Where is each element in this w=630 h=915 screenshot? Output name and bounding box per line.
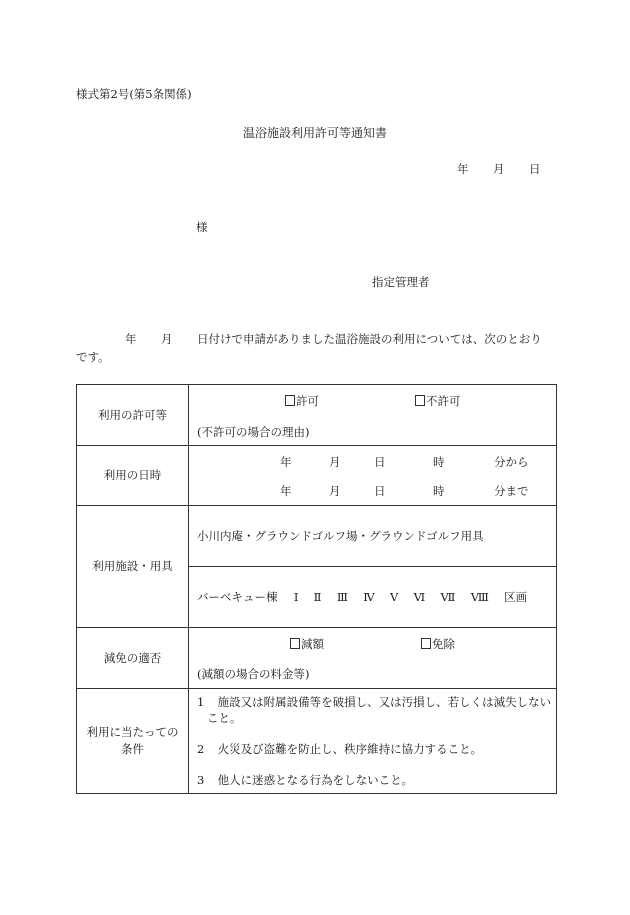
condition-item-1 [197,694,551,710]
bbq-line [197,589,527,605]
bbq-section[interactable]: Ⅶ [440,590,456,604]
table-row-reduction [77,628,557,689]
end-day: 日 [374,484,386,498]
start-day: 日 [374,455,386,469]
condition-item-1-continued: こと。 [207,711,242,725]
deny-option[interactable] [415,393,461,409]
end-year: 年 [280,484,292,498]
table-row-permission [77,385,557,446]
bbq-section[interactable]: Ⅵ [413,590,426,604]
bbq-section[interactable]: Ⅰ [293,590,299,604]
conditions-label [77,689,189,794]
form-number: 様式第2号(第5条関係) [76,87,192,101]
condition-text: 他人に迷惑となる行為をしないこと。 [217,773,414,787]
reduce-option[interactable] [290,636,324,652]
deny-option-label: 不許可 [426,394,461,408]
condition-number: 1 [197,695,205,709]
condition-number: 3 [197,773,205,787]
condition-number: 2 [197,742,205,756]
facilities-cell [189,506,557,567]
body-month-label: 月 [161,332,173,346]
condition-item-2 [197,741,482,757]
deny-checkbox[interactable] [415,395,425,406]
bbq-prefix: バーベキュー棟 [197,590,278,604]
start-month: 月 [329,455,341,469]
permit-option[interactable] [285,393,319,409]
exempt-option-label: 免除 [432,637,455,651]
conditions-cell [189,689,557,794]
bbq-suffix: 区画 [504,590,528,604]
permit-table [76,384,557,794]
bbq-section[interactable]: Ⅱ [313,590,322,604]
permit-option-label: 許可 [296,394,319,408]
exempt-checkbox[interactable] [421,638,431,649]
reduction-cell [189,628,557,689]
body-year-label: 年 [125,332,137,346]
permission-cell [189,385,557,446]
date-day-label: 日 [529,162,541,176]
condition-text: 火災及び盗難を防止し、秩序維持に協力すること。 [217,742,483,756]
end-minute: 分まで [494,484,529,498]
condition-text: 施設又は附属設備等を破損し、又は汚損し、若しくは滅失しない [217,695,552,709]
bbq-section[interactable]: Ⅳ [363,590,375,604]
document-title: 温浴施設利用許可等通知書 [242,126,387,140]
reduction-label: 減免の適否 [77,628,189,689]
sender-label: 指定管理者 [372,275,430,289]
body-text-line2: です。 [76,350,110,364]
reduce-option-label: 減額 [301,637,324,651]
addressee-suffix: 様 [196,220,208,234]
reduce-checkbox[interactable] [290,638,300,649]
bbq-section[interactable]: Ⅲ [336,590,348,604]
date-year-label: 年 [457,162,469,176]
start-year: 年 [280,455,292,469]
facilities-list: 小川内庵・グラウンドゴルフ場・グラウンドゴルフ用具 [197,529,484,543]
table-row-datetime [77,446,557,506]
bbq-section[interactable]: Ⅴ [390,590,399,604]
permission-label: 利用の許可等 [77,385,189,446]
permit-checkbox[interactable] [285,395,295,406]
table-row-conditions [77,689,557,794]
deny-reason-label: (不許可の場合の理由) [197,425,310,439]
end-hour: 時 [433,484,445,498]
datetime-cell [189,446,557,506]
date-month-label: 月 [493,162,505,176]
conditions-label-line1: 利用に当たっての [86,725,179,739]
table-row-facilities [77,506,557,567]
exempt-option[interactable] [421,636,455,652]
end-month: 月 [329,484,341,498]
start-hour: 時 [433,455,445,469]
datetime-label: 利用の日時 [77,446,189,506]
start-minute: 分から [494,455,529,469]
conditions-label-line2: 条件 [121,742,144,756]
reduction-note: (減額の場合の料金等) [197,667,310,681]
condition-item-3 [197,772,413,788]
bbq-section[interactable]: Ⅷ [470,590,489,604]
facilities-label: 利用施設・用具 [77,506,189,628]
bbq-cell [189,567,557,628]
body-text-line1: 日付けで申請がありました温浴施設の利用については、次のとおり [197,332,542,346]
